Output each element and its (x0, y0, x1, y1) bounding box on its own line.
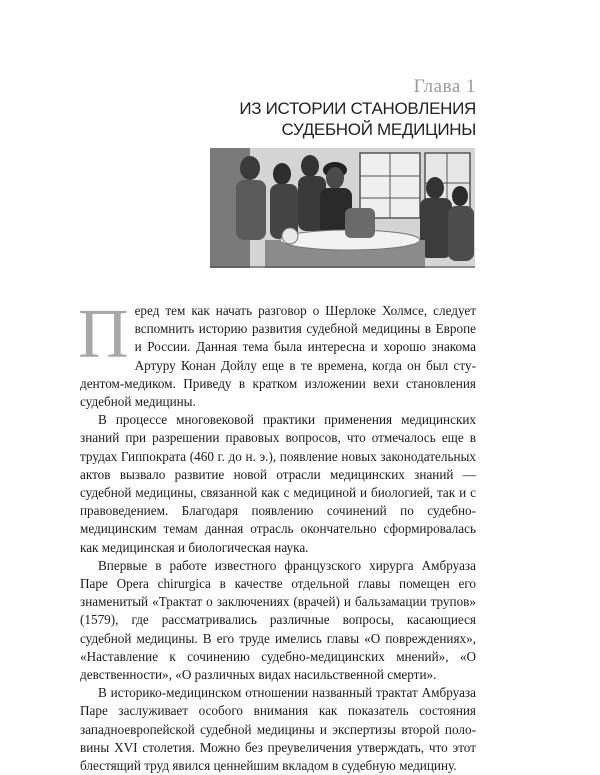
chapter-title-line-1: ИЗ ИСТОРИИ СТАНОВЛЕНИЯ (239, 99, 476, 118)
paragraph-1-text: еред тем как начать разговор о Шерлоке Холмсе, следует вспомнить историю развития судебной медицины в Европе и России. Данная тема была интересна и хорошо знакома Артуру Конан Дойлу еще в те времена, когда он был студентом-медиком. Приведу в кратком изложении вехи становления судебной медицины. (80, 303, 476, 410)
chapter-title-line-2: СУДЕБНОЙ МЕДИЦИНЫ (281, 120, 476, 139)
chapter-engraving-illustration (210, 148, 475, 268)
paragraph-3: Впервые в работе известного французского хирурга Амбруаза Паре Opera chirurgica в качестве отдельной главы помещен его знаменитый «Трактат о заключениях (врачей) и бальзамации трупов» (1579), где рассматривались различные вопросы, касающиеся судебной медицины. В его труде имелись главы «О повреждениях», «Наставление к сочинению судебно-медицинских мнений», «О девственности», «О различных видах насильственной смерти». (80, 557, 476, 683)
drop-cap: П (78, 296, 129, 373)
chapter-title (239, 98, 476, 140)
main-text (78, 296, 476, 775)
paragraph-4: В историко-медицинском отношении названный трактат Амбруаза Паре заслуживает особого внимания как показатель состояния западноевропейской судебной медицины и экспертизы второй половины XVI столетия. Можно без преувеличения утверждать, что этот блестящий труд явился ценнейшим вкладом в судебную медицину. (80, 685, 476, 774)
paragraph-1 (78, 296, 476, 411)
paragraph-2: В процессе многовековой практики применения медицинских знаний при разрешении правовых вопросов, что отмечалось еще в трудах Гиппократа (460 г. до н. э.), появление новых законодательных актов вызвало развитие новой отрасли медицинских знаний — судебной медицины, связанной как с медициной и биологией, так и с правоведением. Благодаря появлению сочинений по судебно-медицинским темам данная отрасль окончательно сформировалась как медицинская и биологическая наука. (80, 412, 476, 555)
engraving-svg (210, 148, 475, 268)
chapter-label: Глава 1 (413, 76, 476, 97)
